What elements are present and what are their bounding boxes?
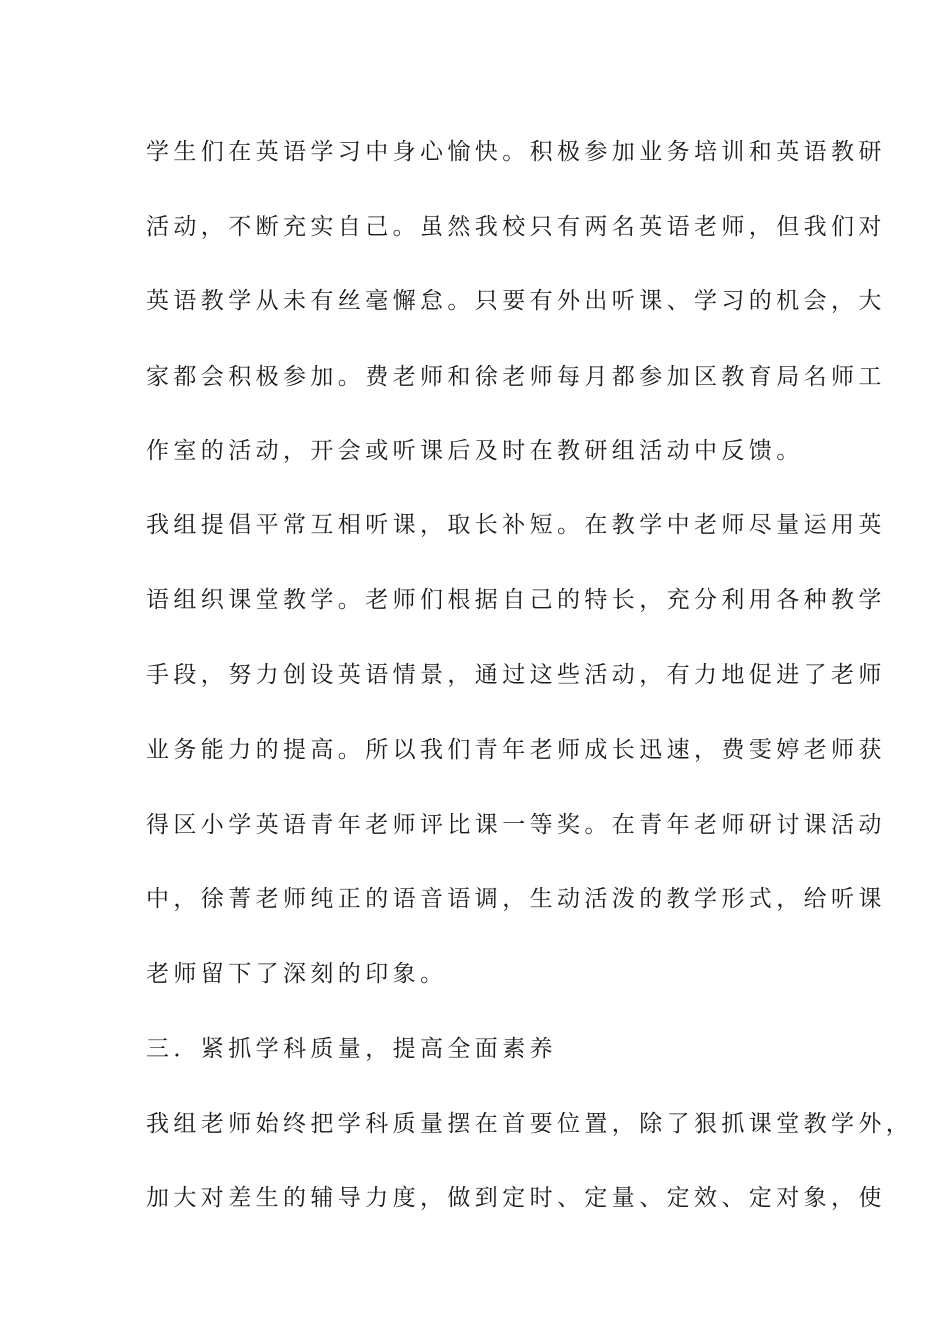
paragraph-line: 得区小学英语青年老师评比课一等奖。在青年老师研讨课活动	[146, 812, 886, 838]
paragraph-line: 我组提倡平常互相听课，取长补短。在教学中老师尽量运用英	[146, 512, 886, 538]
paragraph-line: 加大对差生的辅导力度，做到定时、定量、定效、定对象，使	[146, 1185, 886, 1211]
paragraph-line: 业务能力的提高。所以我们青年老师成长迅速，费雯婷老师获	[146, 737, 886, 763]
paragraph-line: 中，徐菁老师纯正的语音语调，生动活泼的教学形式，给听课	[146, 886, 886, 912]
paragraph-line: 英语教学从未有丝毫懈怠。只要有外出听课、学习的机会，大	[146, 288, 886, 314]
paragraph-line: 我组老师始终把学科质量摆在首要位置，除了狠抓课堂教学外，	[146, 1111, 914, 1137]
paragraph-line: 活动，不断充实自己。虽然我校只有两名英语老师，但我们对	[146, 214, 886, 240]
paragraph-line: 老师留下了深刻的印象。	[146, 961, 448, 987]
paragraph-line: 作室的活动，开会或听课后及时在教研组活动中反馈。	[146, 438, 804, 464]
paragraph-line: 家都会积极参加。费老师和徐老师每月都参加区教育局名师工	[146, 364, 886, 390]
paragraph-line: 手段，努力创设英语情景，通过这些活动，有力地促进了老师	[146, 662, 886, 688]
paragraph-line: 语组织课堂教学。老师们根据自己的特长，充分利用各种教学	[146, 587, 886, 613]
section-heading: 三．紧抓学科质量，提高全面素养	[146, 1036, 557, 1062]
paragraph-line: 学生们在英语学习中身心愉快。积极参加业务培训和英语教研	[146, 139, 886, 165]
